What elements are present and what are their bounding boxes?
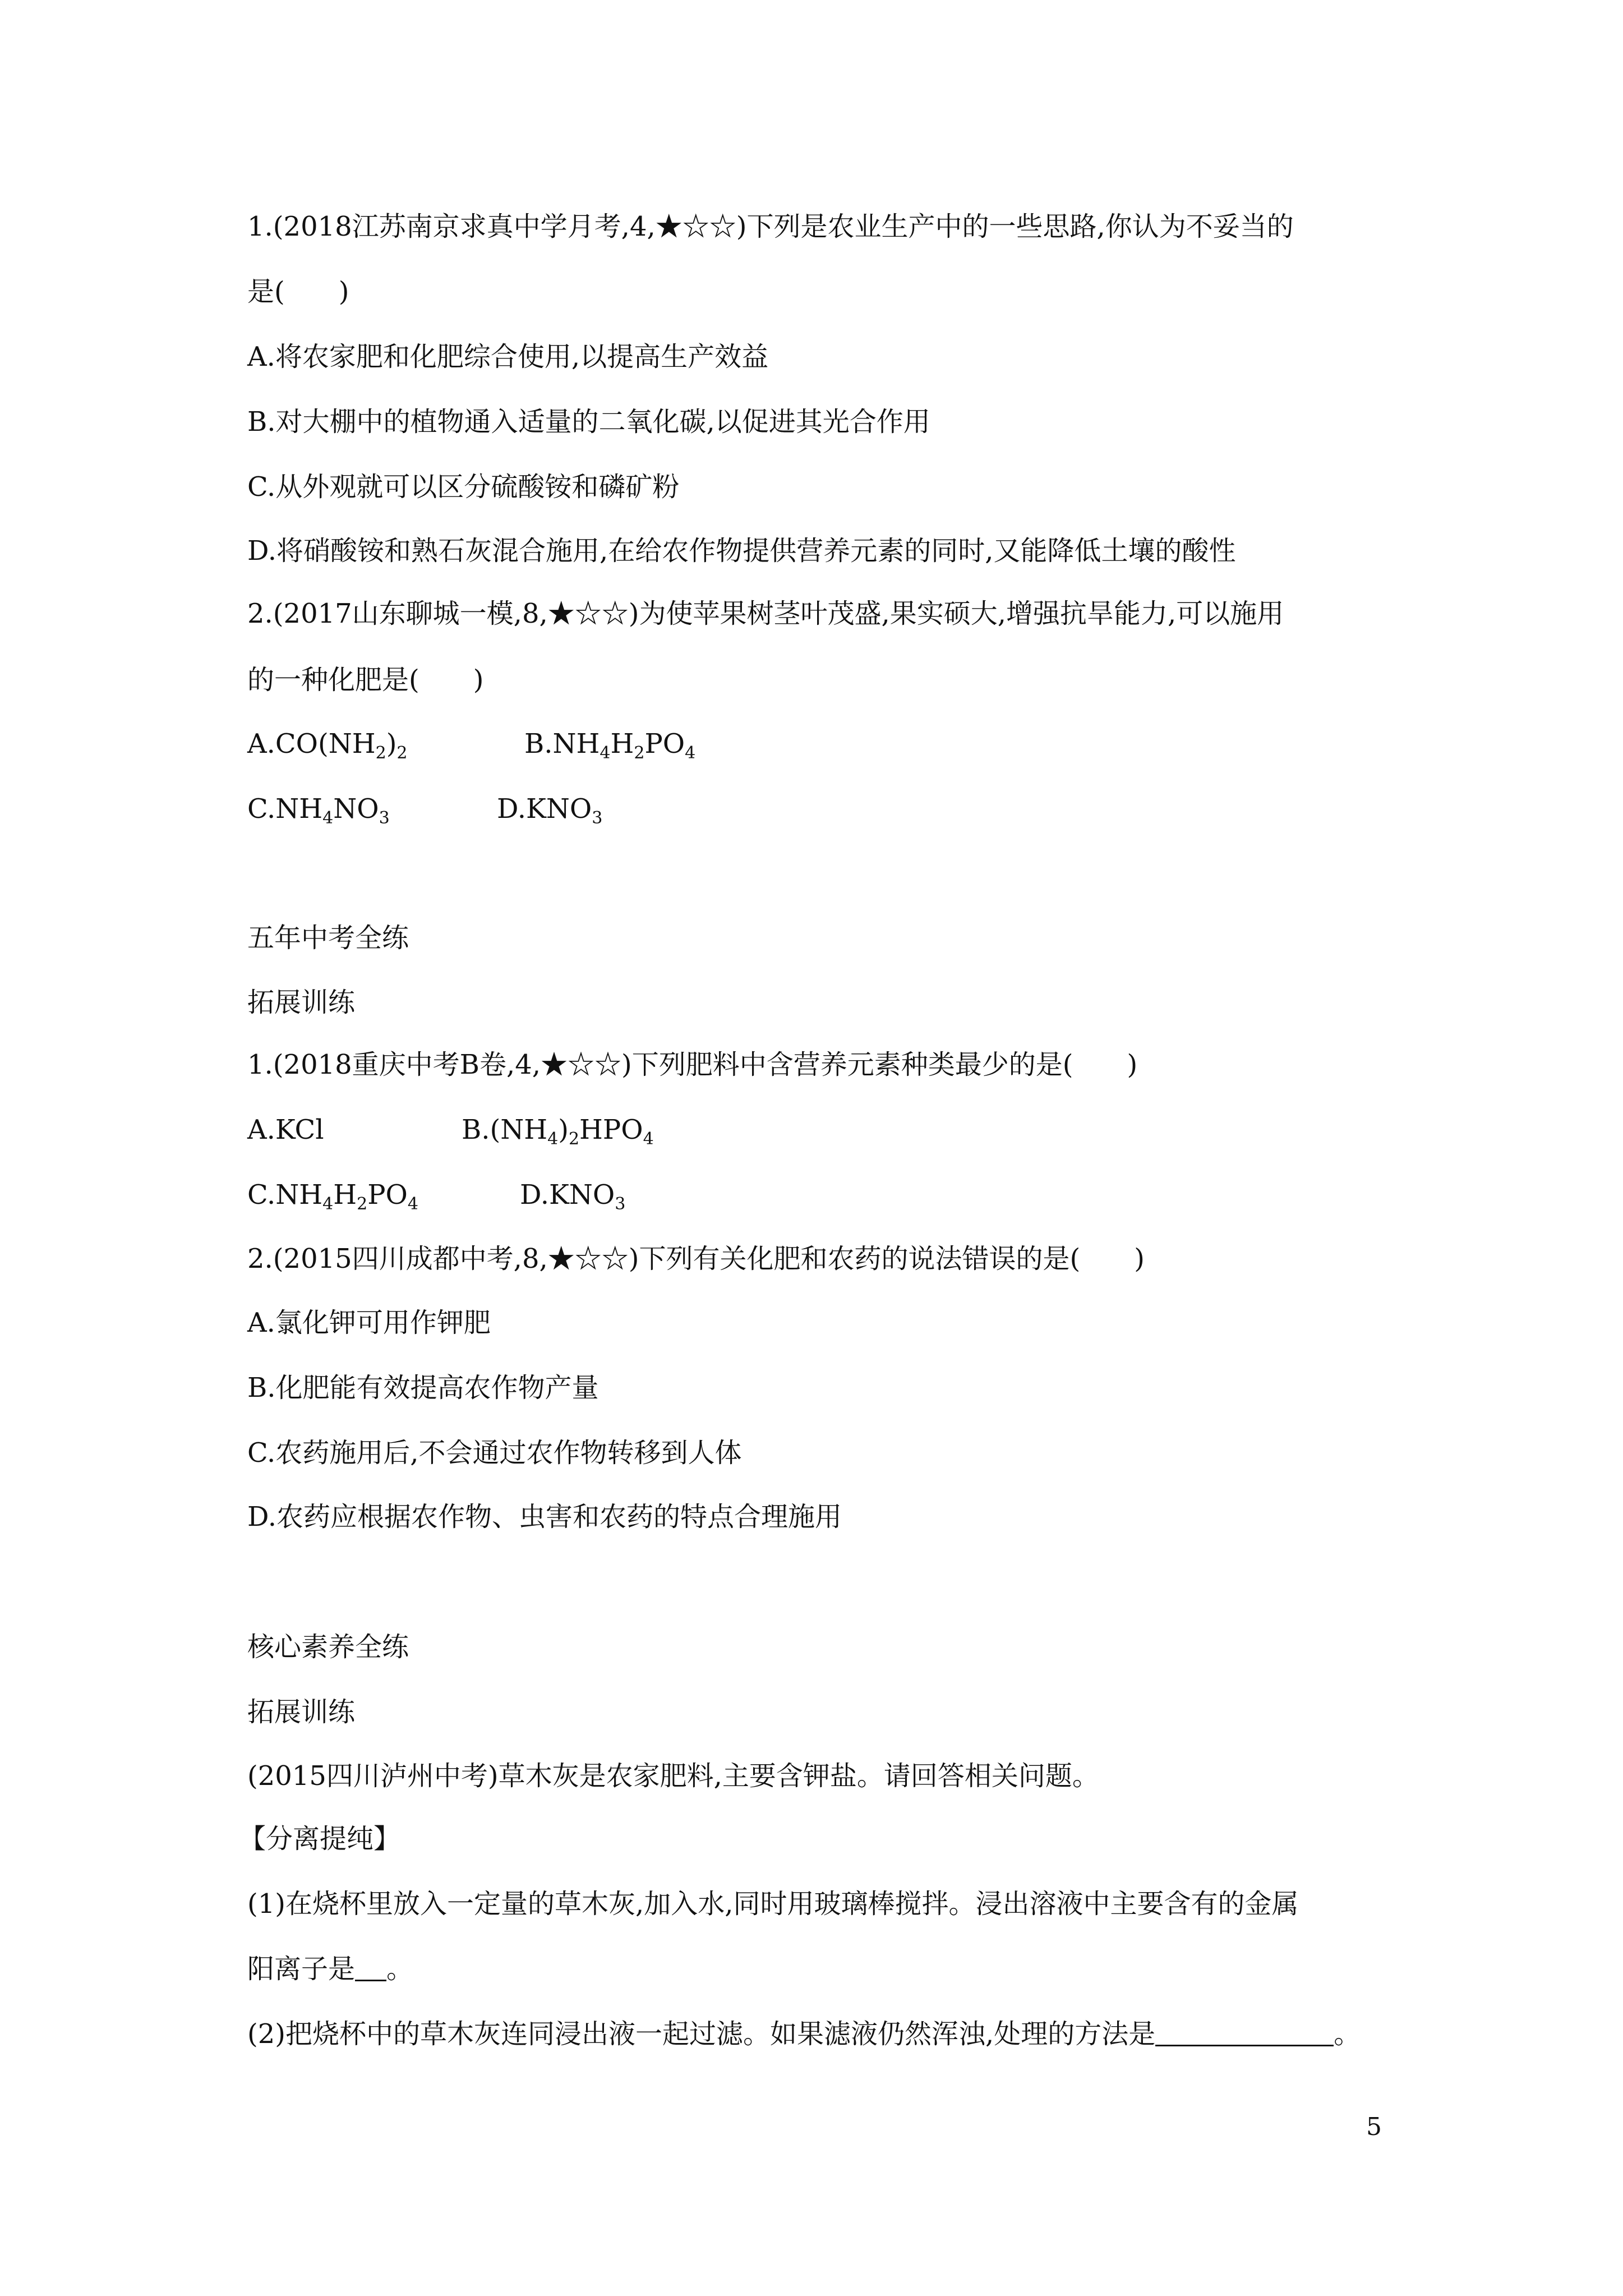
option-b: B.对大棚中的植物通入适量的二氧化碳,以促进其光合作用	[247, 406, 930, 438]
question-2-line-1: 2.(2017山东聊城一模,8,★☆☆)为使苹果树茎叶茂盛,果实硕大,增强抗旱能力,可以施用	[247, 598, 1284, 629]
option-d-formula: $D.KNO_3$	[520, 1179, 626, 1214]
section-title: 核心素养全练	[247, 1631, 409, 1663]
page-number: 5	[1366, 2113, 1382, 2141]
option-c: C.从外观就可以区分硫酸铵和磷矿粉	[247, 471, 680, 503]
section-subtitle: 拓展训练	[247, 1696, 356, 1728]
problem-tag: 【分离提纯】	[239, 1823, 401, 1855]
option-b-formula: $B.NH_4H_2PO_4$	[524, 728, 696, 763]
option-a-formula: A.KCl	[247, 1114, 324, 1145]
part-1-line-2: 阳离子是 。	[247, 1953, 414, 1985]
option-d: D.将硝酸铵和熟石灰混合施用,在给农作物提供营养元素的同时,又能降低土壤的酸性	[247, 535, 1236, 567]
option-a: A.氯化钾可用作钾肥	[247, 1307, 491, 1338]
option-d: D.农药应根据农作物、虫害和农药的特点合理施用	[247, 1501, 842, 1533]
section-title: 五年中考全练	[247, 922, 409, 954]
problem-intro: (2015四川泸州中考)草木灰是农家肥料,主要含钾盐。请回答相关问题。	[247, 1760, 1099, 1792]
option-c-formula: $C.NH_4NO_3$	[247, 793, 390, 828]
option-a: A.将农家肥和化肥综合使用,以提高生产效益	[247, 341, 769, 372]
option-a-formula: $A.CO(NH_2)_2$	[247, 728, 408, 763]
part-2-line: (2)把烧杯中的草木灰连同浸出液一起过滤。如果滤液仍然浑浊,处理的方法是 。	[247, 2018, 1361, 2050]
question-1-line-1: 1.(2018江苏南京求真中学月考,4,★☆☆)下列是农业生产中的一些思路,你认为不妥当的	[247, 211, 1294, 242]
question-2-line-2: 的一种化肥是( )	[247, 664, 484, 696]
answer-blank[interactable]	[355, 1957, 386, 1981]
option-b-formula: $B.(NH_4)_2HPO_4$	[462, 1114, 654, 1149]
option-c-formula: $C.NH_4H_2PO_4$	[247, 1179, 418, 1214]
option-d-formula: $D.KNO_3$	[497, 793, 603, 828]
part-1-line-1: (1)在烧杯里放入一定量的草木灰,加入水,同时用玻璃棒搅拌。浸出溶液中主要含有的金属	[247, 1888, 1299, 1920]
section-subtitle: 拓展训练	[247, 987, 356, 1018]
answer-blank[interactable]	[1155, 2022, 1334, 2046]
question-2-line-1: 2.(2015四川成都中考,8,★☆☆)下列有关化肥和农药的说法错误的是( )	[247, 1243, 1145, 1274]
option-b: B.化肥能有效提高农作物产量	[247, 1372, 599, 1404]
question-1-line-1: 1.(2018重庆中考B卷,4,★☆☆)下列肥料中含营养元素种类最少的是( )	[247, 1049, 1138, 1080]
option-c: C.农药施用后,不会通过农作物转移到人体	[247, 1437, 742, 1469]
question-1-line-2: 是( )	[247, 276, 349, 307]
